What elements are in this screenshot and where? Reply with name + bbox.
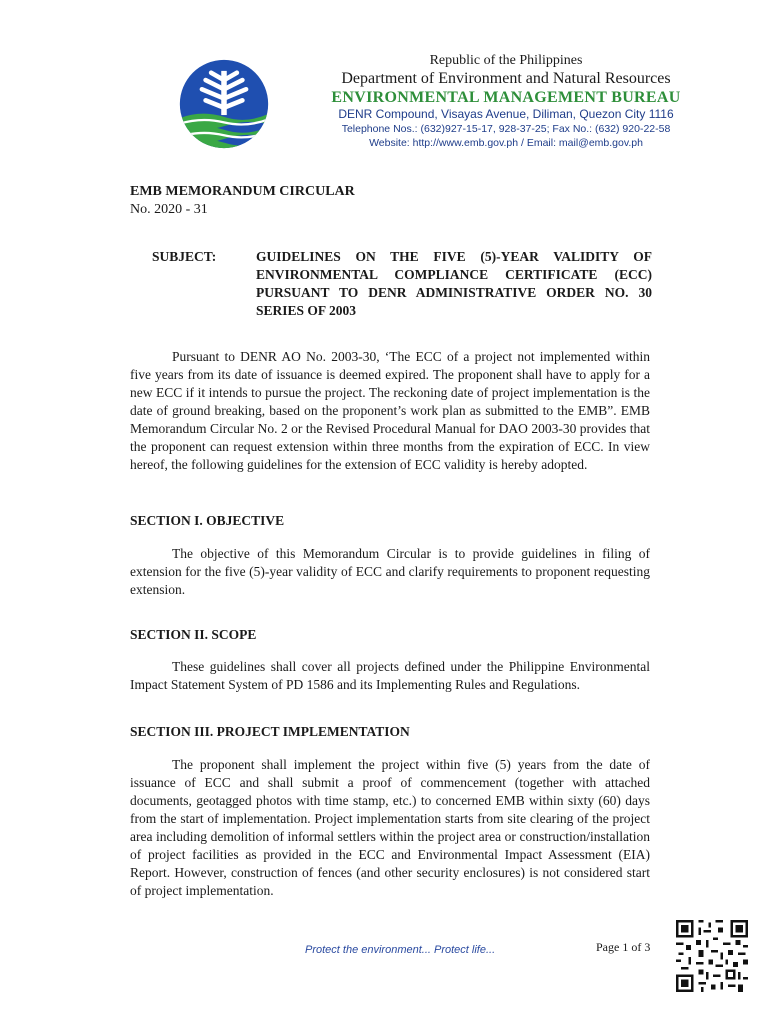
letterhead-address: DENR Compound, Visayas Avenue, Diliman, Quezon City 1116	[338, 107, 674, 121]
letterhead-text	[286, 52, 726, 150]
circular-number: No. 2020 - 31	[130, 202, 208, 217]
section-3-body	[130, 756, 650, 900]
qr-code-icon[interactable]	[676, 920, 748, 992]
subject-label: SUBJECT:	[152, 249, 217, 264]
subject-text: GUIDELINES ON THE FIVE (5)-YEAR VALIDITY OF ENVIRONMENTAL COMPLIANCE CERTIFICATE (ECC) PURSUANT TO DENR ADMINISTRATIVE ORDER NO. 30 SERIES OF 2003	[256, 249, 652, 318]
section-3-text: The proponent shall implement the project within five (5) years from the date of issuance of ECC and shall submit a proof of commencement (together with attached documents, geotagged photos with time stamp, etc.) to concerned EMB within sixty (60) days from the start of implementation. Project implementation starts from site clearing of the project area including demolition of informal settlers within the project area or construction/installation of project facilities as provided in the ECC and Environmental Impact Assessment (EIA) Report. However, construction of fences (and other security enclosures) is not considered start of project implementation.	[130, 757, 650, 898]
intro-text: Pursuant to DENR AO No. 2003-30, ‘The ECC of a project not implemented within five years from its date of issuance is deemed expired. The proponent shall have to apply for a new ECC if it intends to pursue the project. The reckoning date of project implementation is the date of ground breaking, based on the proponent’s work plan as submitted to the EMB”. EMB Memorandum Circular No. 2 or the Revised Procedural Manual for DAO 2003-30 provides that the proponent can request extension within three months from the expiration of ECC. In view hereof, the following guidelines for the extension of ECC validity is hereby adopted.	[130, 349, 650, 472]
letterhead-republic: Republic of the Philippines	[429, 53, 583, 68]
emb-logo-icon	[178, 58, 270, 150]
section-1-text: The objective of this Memorandum Circular is to provide guidelines in filing of extension for the five (5)-year validity of ECC and clarify requirements to proponent requesting extension.	[130, 546, 650, 597]
page-number: Page 1 of 3	[596, 940, 651, 954]
section-1-body	[130, 545, 650, 599]
letterhead	[178, 52, 738, 148]
section-1-heading: SECTION I. OBJECTIVE	[130, 513, 285, 528]
letterhead-department: Department of Environment and Natural Resources	[341, 70, 671, 87]
letterhead-website[interactable]: Website: http://www.emb.gov.ph / Email: mail@emb.gov.ph	[369, 137, 643, 149]
letterhead-telephone: Telephone Nos.: (632)927-15-17, 928-37-25; Fax No.: (632) 920-22-58	[341, 123, 671, 135]
section-2-heading: SECTION II. SCOPE	[130, 627, 257, 642]
circular-header	[130, 183, 355, 219]
intro-paragraph	[130, 348, 650, 474]
letterhead-bureau: ENVIRONMENTAL MANAGEMENT BUREAU	[331, 89, 681, 106]
circular-title: EMB MEMORANDUM CIRCULAR	[130, 184, 355, 199]
footer-motto: Protect the environment... Protect life...	[305, 944, 496, 956]
section-2-text: These guidelines shall cover all projects defined under the Philippine Environmental Impact Statement System of PD 1586 and its Implementing Rules and Regulations.	[130, 659, 650, 692]
section-3-heading: SECTION III. PROJECT IMPLEMENTATION	[130, 724, 410, 739]
section-2-body	[130, 658, 650, 694]
